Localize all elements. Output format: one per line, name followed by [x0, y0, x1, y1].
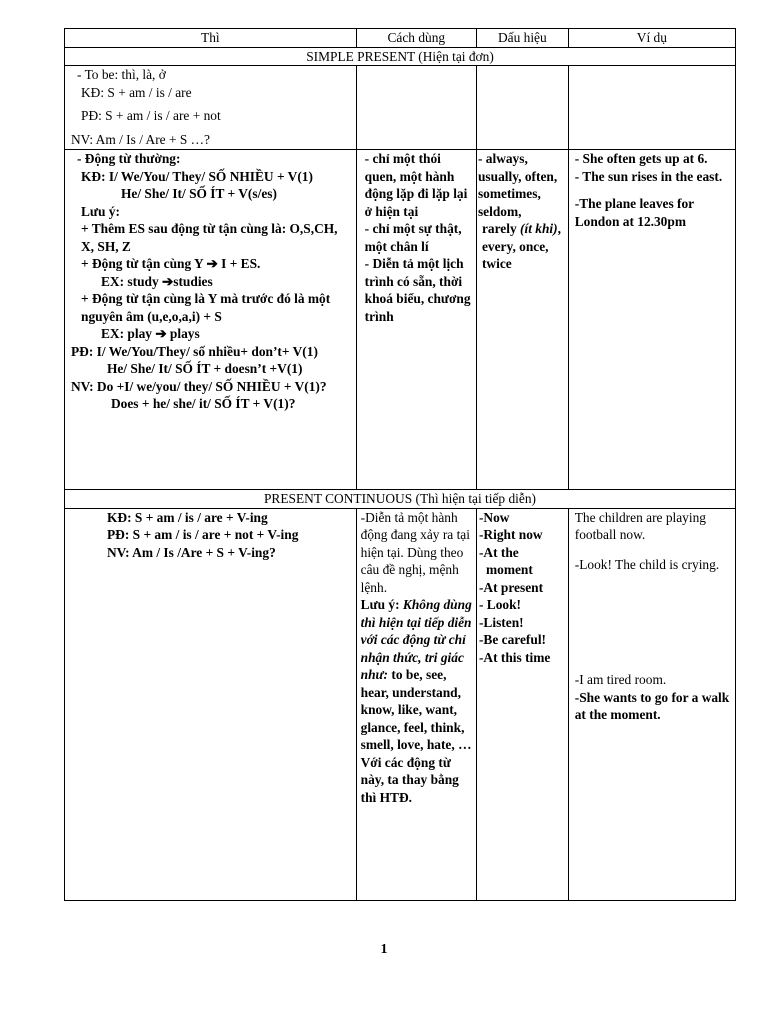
normal-l6	[67, 255, 354, 273]
normal-l7a: EX: study	[101, 273, 159, 289]
continuous-example-1: The children are playing football now.	[574, 509, 706, 542]
header-dau-hieu: Dấu hiệu	[476, 29, 568, 48]
usage-3: - Diễn tả một lịch trình có sẵn, thời khoá biểu, chương trình	[364, 256, 471, 324]
signal-item: -At present	[478, 579, 544, 595]
signal-item: - Look!	[478, 597, 522, 612]
to-be-l2: KĐ: S + am / is / are	[81, 84, 192, 100]
to-be-l4: NV: Am / Is / Are + S …?	[71, 131, 210, 147]
example-2: - The sun rises in the east.	[574, 168, 723, 184]
simple-present-usage	[356, 150, 476, 490]
signal-rarely-note: (ít khi)	[520, 221, 558, 236]
signal-item: -Listen!	[478, 614, 524, 630]
header-thi: Thì	[65, 29, 357, 48]
signal-rarely: rarely	[481, 221, 517, 236]
normal-l13: Does + he/ she/ it/ SỐ ÍT + V(1)?	[111, 396, 296, 411]
usage-1: - chỉ một thói quen, một hành động lặp đi lặp lại ở hiện tại	[364, 151, 468, 219]
right-arrow-icon: ➔	[155, 326, 167, 341]
grammar-table	[64, 28, 736, 901]
normal-l8: + Động từ tận cùng là Y mà trước đó là một nguyên âm (u,e,o,a,i) + S	[81, 291, 331, 324]
normal-l1: - Động từ thường:	[77, 151, 181, 166]
section-simple-present: SIMPLE PRESENT (Hiện tại đơn)	[65, 47, 736, 66]
normal-l9	[67, 325, 354, 343]
table-row	[65, 66, 736, 150]
simple-present-signals	[476, 150, 568, 490]
simple-present-examples	[568, 150, 735, 490]
page-number: 1	[380, 942, 388, 957]
to-be-l3: PĐ: S + am / is / are + not	[81, 108, 221, 123]
normal-l11: He/ She/ It/ SỐ ÍT + doesn’t +V(1)	[107, 361, 303, 376]
normal-l9b: plays	[169, 326, 200, 341]
note-label: Lưu ý:	[360, 597, 400, 612]
normal-l9a: EX: play	[101, 326, 152, 341]
table-row	[65, 508, 736, 900]
normal-l7b: studies	[173, 273, 213, 289]
continuous-usage	[356, 508, 476, 900]
example-3: -The plane leaves for London at 12.30pm	[574, 196, 694, 229]
continuous-signals	[476, 508, 568, 900]
right-arrow-icon: ➔	[162, 273, 174, 289]
normal-l4: Lưu ý:	[81, 203, 120, 219]
continuous-examples	[568, 508, 735, 900]
note-italic: Không dùng thì hiện tại tiếp diễn với các động từ chỉ nhận thức, tri giác như:	[360, 597, 472, 682]
usage-2: - chỉ một sự thật, một chân lí	[364, 221, 462, 254]
header-vi-du: Ví dụ	[568, 29, 735, 48]
normal-l6a: + Động từ tận cùng Y	[81, 256, 204, 271]
note-verbs: to be, see, hear, understand, know, like, want, glance, feel, think, smell, love, hate, …	[360, 667, 472, 752]
example-1: - She often gets up at 6.	[574, 151, 708, 166]
continuous-replace: Với các động từ này, ta thay bằng thì HTĐ.	[360, 754, 459, 805]
normal-l10: PĐ: I/ We/You/They/ số nhiều+ don’t+ V(1)	[71, 343, 318, 359]
right-arrow-icon: ➔	[206, 256, 218, 271]
signal-item: -Be careful!	[478, 632, 547, 647]
normal-l5: + Thêm ES sau động từ tận cùng là: O,S,CH, X, SH, Z	[81, 221, 338, 254]
normal-l2: KĐ: I/ We/You/ They/ SỐ NHIỀU + V(1)	[81, 168, 313, 184]
continuous-nv: NV: Am / Is /Are + S + V-ing?	[107, 544, 276, 560]
signal-item: -At the	[478, 544, 519, 560]
normal-verb-forms	[65, 150, 357, 490]
header-row	[65, 29, 736, 48]
continuous-forms	[65, 508, 357, 900]
header-cach-dung: Cách dùng	[356, 29, 476, 48]
normal-l7	[67, 273, 354, 291]
normal-l6b: I + ES.	[221, 256, 261, 271]
normal-l3: He/ She/ It/ SỐ ÍT + V(s/es)	[121, 186, 277, 201]
signal-item: -Right now	[478, 527, 543, 542]
to-be-forms	[65, 66, 357, 150]
normal-l12: NV: Do +I/ we/you/ they/ SỐ NHIỀU + V(1)?	[71, 378, 327, 394]
continuous-example-2: -Look! The child is crying.	[574, 556, 720, 572]
signal-item: moment	[485, 562, 533, 577]
section-present-continuous: PRESENT CONTINUOUS (Thì hiện tại tiếp diễn)	[65, 490, 736, 509]
to-be-l1: - To be: thì, là, ở	[77, 67, 166, 82]
continuous-example-4: -She wants to go for a walk at the moment.	[574, 689, 730, 722]
continuous-example-3: -I am tired room.	[574, 672, 667, 687]
continuous-usage-1: -Diễn tả một hành động đang xảy ra tại hiện tại. Dùng theo câu đề nghị, mệnh lệnh.	[360, 509, 470, 595]
signals-1: - always, usually, often, sometimes, seldom,	[477, 151, 558, 219]
signal-every: , every, once, twice	[481, 221, 561, 271]
continuous-pd: PĐ: S + am / is / are + not + V-ing	[107, 527, 299, 542]
signal-item: -Now	[478, 509, 510, 525]
continuous-note	[361, 596, 474, 754]
table-row	[65, 150, 736, 490]
continuous-kd: KĐ: S + am / is / are + V-ing	[107, 509, 268, 525]
signal-item: -At this time	[478, 649, 551, 665]
signals-2	[478, 220, 566, 273]
